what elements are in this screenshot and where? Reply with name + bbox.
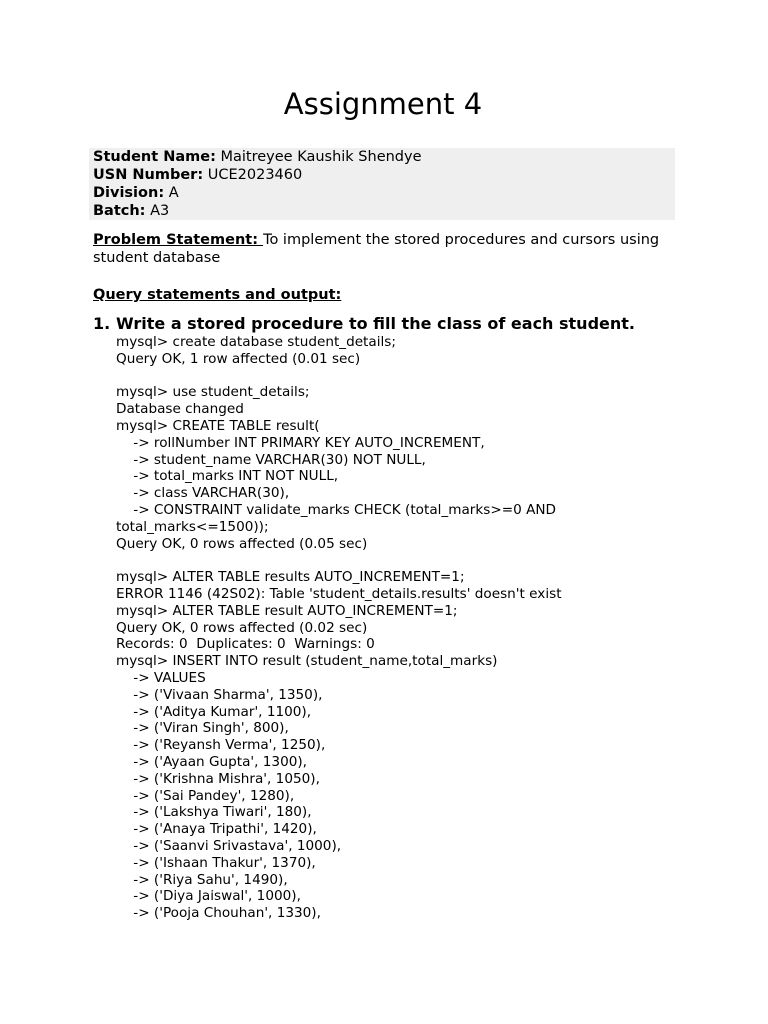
code-line: -> ('Viran Singh', 800), [116,720,289,737]
code-line: -> ('Ayaan Gupta', 1300), [116,753,307,770]
code-line: -> CONSTRAINT validate_marks CHECK (total_marks>=0 AND [116,501,557,518]
code-line: Database changed [116,401,244,418]
code-line: total_marks<=1500)); [116,518,269,535]
problem-statement [93,231,673,267]
usn-line [93,166,302,184]
code-line: -> VALUES [116,669,206,686]
code-line: -> ('Lakshya Tiwari', 180), [116,804,312,821]
code-line: mysql> create database student_details; [116,334,396,350]
code-block [116,334,676,922]
problem-statement-text: To implement the stored procedures and cursors using student database [93,232,660,266]
page-title: Assignment 4 [283,87,483,121]
code-line: -> rollNumber INT PRIMARY KEY AUTO_INCREMENT, [116,434,485,451]
code-line: mysql> use student_details; [116,384,310,401]
code-line: Query OK, 1 row affected (0.01 sec) [116,350,361,367]
question-text: Write a stored procedure to fill the class of each student. [116,314,635,333]
code-line: mysql> ALTER TABLE results AUTO_INCREMENT=1; [116,569,465,586]
code-line: -> ('Aditya Kumar', 1100), [116,703,312,720]
code-line [116,368,676,385]
code-line: -> total_marks INT NOT NULL, [116,468,339,485]
code-line [116,552,676,569]
code-line: -> ('Riya Sahu', 1490), [116,871,288,888]
division-value: A [168,185,179,201]
code-line: Records: 0 Duplicates: 0 Warnings: 0 [116,636,375,653]
code-line: -> class VARCHAR(30), [116,485,290,502]
code-line: -> ('Sai Pandey', 1280), [116,787,295,804]
code-line: -> ('Saanvi Srivastava', 1000), [116,837,342,854]
section-heading: Query statements and output: [93,287,342,303]
question-1 [93,313,635,335]
student-name-value: Maitreyee Kaushik Shendye [220,149,422,165]
question-number: 1. [93,314,111,333]
student-name-line [93,148,422,166]
code-line: Query OK, 0 rows affected (0.05 sec) [116,535,368,552]
student-name-label: Student Name: [93,149,216,165]
code-line: -> ('Ishaan Thakur', 1370), [116,854,316,871]
code-line: -> ('Pooja Chouhan', 1330), [116,905,321,922]
division-label: Division: [93,185,165,201]
batch-line [93,202,169,220]
code-line: -> ('Krishna Mishra', 1050), [116,770,320,787]
code-line: -> ('Anaya Tripathi', 1420), [116,821,317,838]
batch-value: A3 [150,203,170,219]
code-line: -> ('Diya Jaiswal', 1000), [116,888,301,905]
problem-statement-label: Problem Statement: [93,232,264,248]
code-line: mysql> ALTER TABLE result AUTO_INCREMENT=1; [116,602,458,619]
batch-label: Batch: [93,203,146,219]
code-line: -> student_name VARCHAR(30) NOT NULL, [116,451,426,468]
usn-value: UCE2023460 [207,167,303,183]
code-line: -> ('Reyansh Verma', 1250), [116,737,326,754]
code-line: mysql> CREATE TABLE result( [116,417,320,434]
division-line [93,184,179,202]
code-line: mysql> INSERT INTO result (student_name,total_marks) [116,653,498,670]
usn-label: USN Number: [93,167,204,183]
code-line: ERROR 1146 (42S02): Table 'student_details.results' doesn't exist [116,585,562,602]
code-line: -> ('Vivaan Sharma', 1350), [116,686,323,703]
code-line: Query OK, 0 rows affected (0.02 sec) [116,619,368,636]
